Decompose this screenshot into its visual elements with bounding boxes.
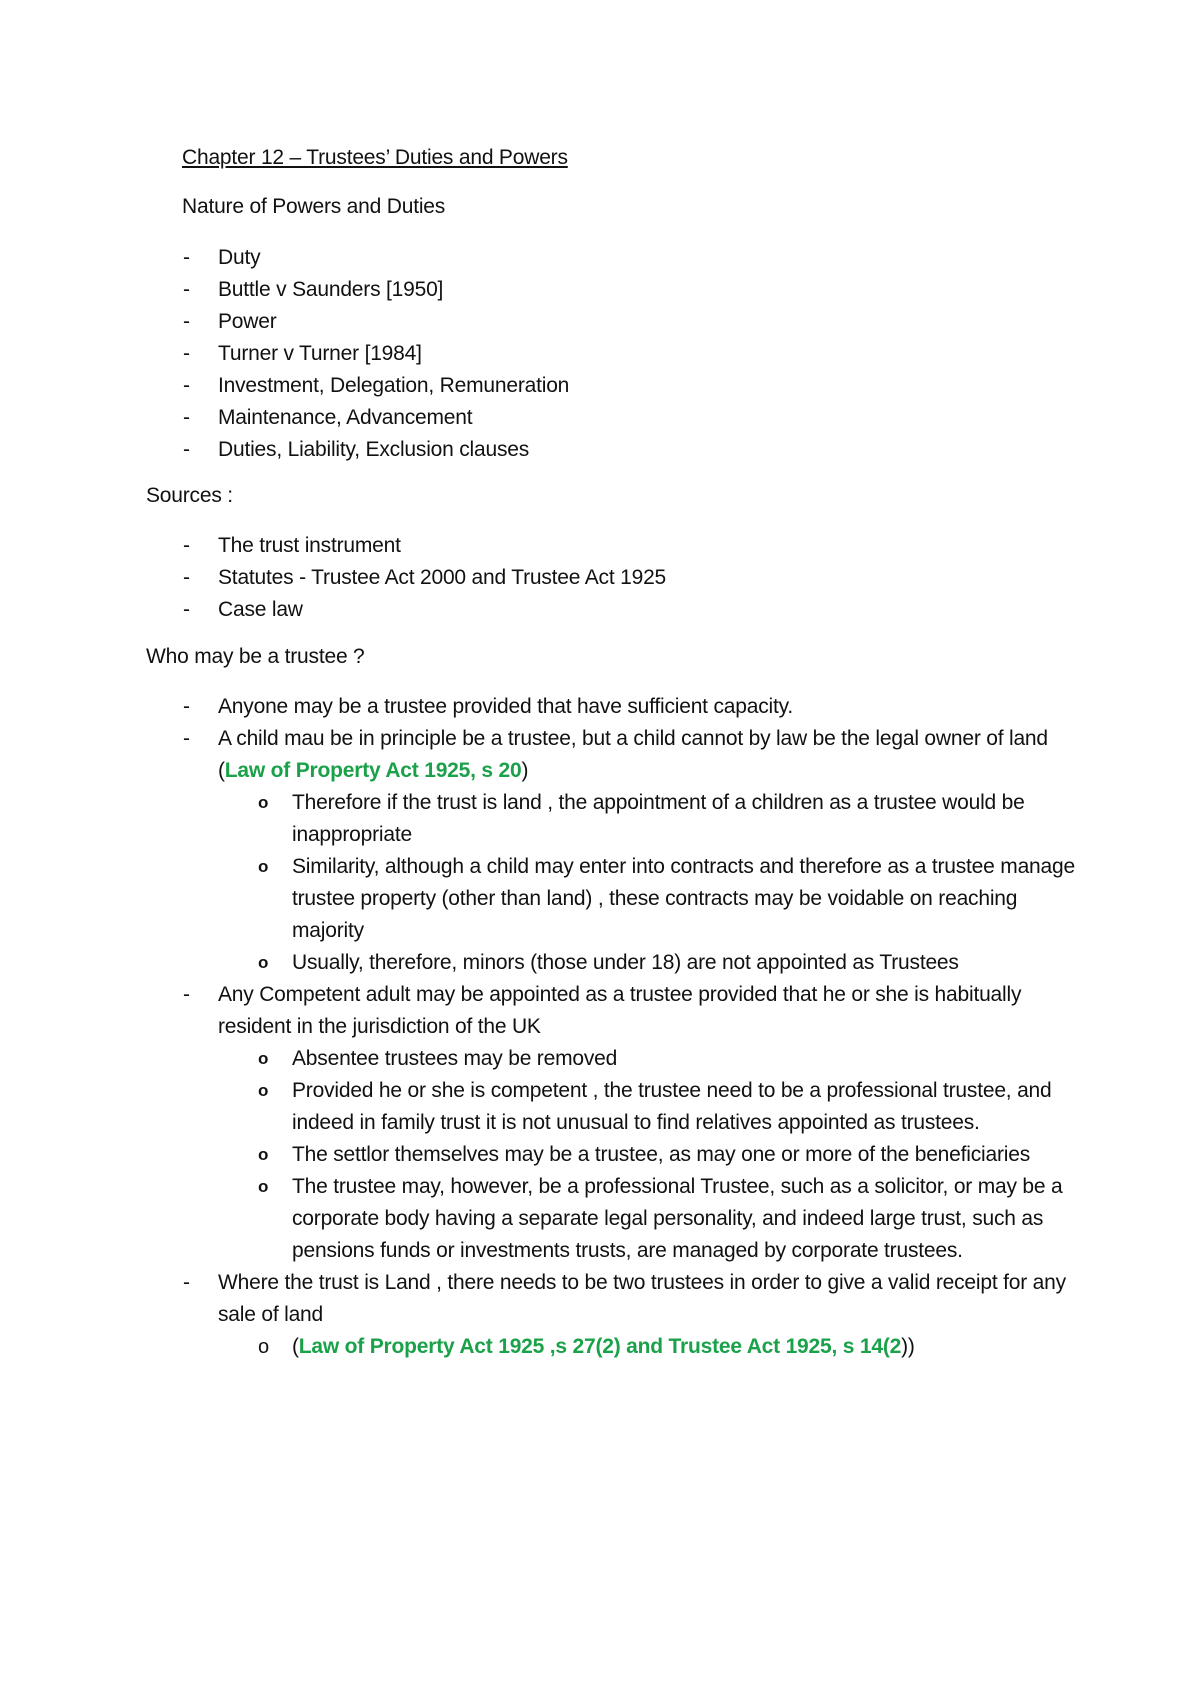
list-item: - Any Competent adult may be appointed as a trustee provided that he or she is habitually resident in the jurisdiction of the UK o Absentee trustees may be removed o Provided he or she is competent , the trustee need to be a professional trustee, and indeed in family trust it is not unusual to find relatives appointed as trustees. o The settlor themselves may be a trustee, as may one or more of the beneficiaries o The trustee may, however, be a professional Trustee, such as a solicitor, or may be a corporate body having a separate legal personality, and indeed large trust, such as pensions funds or investments trusts, are managed by corporate trustees. [0, 979, 1088, 1267]
sub-list-item: o Similarity, although a child may enter into contracts and therefore as a trustee manage trustee property (other than land) , these contracts may be voidable on reaching majority [258, 855, 1075, 942]
list-item: - Duties, Liability, Exclusion clauses [183, 438, 530, 461]
list-item: - The trust instrument [183, 534, 401, 557]
sub-list-item: o The settlor themselves may be a trustee, as may one or more of the beneficiaries [258, 1143, 1031, 1166]
child-sublist [218, 787, 1088, 979]
list-item: - Where the trust is Land , there needs to be two trustees in order to give a valid receipt for any sale of land o (Law of Property Act 1925 ,s 27(2) and Trustee Act 1925, s 14(2)) [0, 1267, 1088, 1363]
list-item: - Case law [183, 598, 303, 621]
sub-list-item: o Usually, therefore, minors (those under 18) are not appointed as Trustees [258, 951, 959, 974]
who-list [0, 691, 1088, 1363]
sub-list-item: o (Law of Property Act 1925 ,s 27(2) and Trustee Act 1925, s 14(2)) [258, 1335, 915, 1358]
adult-sublist [218, 1043, 1088, 1267]
sub-list-item: o Absentee trustees may be removed [258, 1047, 618, 1070]
list-item: - Buttle v Saunders [1950] [183, 278, 444, 301]
nature-list [0, 242, 1088, 466]
sources-heading: Sources : [146, 484, 233, 507]
sub-list-item: o Provided he or she is competent , the trustee need to be a professional trustee, and indeed in family trust it is not unusual to find relatives appointed as trustees. [258, 1079, 1052, 1134]
sources-list [0, 530, 1088, 626]
list-item: - A child mau be in principle be a trustee, but a child cannot by law be the legal owner of land (Law of Property Act 1925, s 20) o Therefore if the trust is land , the appointment of a children as a trustee would be inappropriate o Similarity, although a child may enter into contracts and therefore as a trustee manage trustee property (other than land) , these contracts may be voidable on reaching majority o Usually, therefore, minors (those under 18) are not appointed as Trustees [0, 723, 1088, 979]
list-item: - Statutes - Trustee Act 2000 and Trustee Act 1925 [183, 566, 667, 589]
page-title: Chapter 12 – Trustees’ Duties and Powers [182, 146, 568, 169]
list-item: - Anyone may be a trustee provided that have sufficient capacity. [183, 695, 793, 718]
list-item: - Turner v Turner [1984] [183, 342, 422, 365]
land-sublist [218, 1331, 1088, 1363]
list-item: - Maintenance, Advancement [183, 406, 473, 429]
sub-list-item: o The trustee may, however, be a professional Trustee, such as a solicitor, or may be a corporate body having a separate legal personality, and indeed large trust, such as pensions funds or investments trusts, are managed by corporate trustees. [258, 1175, 1063, 1262]
list-item: - Power [183, 310, 277, 333]
who-heading: Who may be a trustee ? [146, 645, 365, 668]
list-item: - Investment, Delegation, Remuneration [183, 374, 570, 397]
nature-heading: Nature of Powers and Duties [182, 195, 446, 218]
citation-lpa-s27-ta-s14: Law of Property Act 1925 ,s 27(2) and Trustee Act 1925, s 14(2 [298, 1335, 902, 1358]
sub-list-item: o Therefore if the trust is land , the appointment of a children as a trustee would be inappropriate [258, 791, 1025, 846]
list-item: - Duty [183, 246, 261, 269]
citation-lpa-s20: Law of Property Act 1925, s 20 [224, 759, 522, 782]
